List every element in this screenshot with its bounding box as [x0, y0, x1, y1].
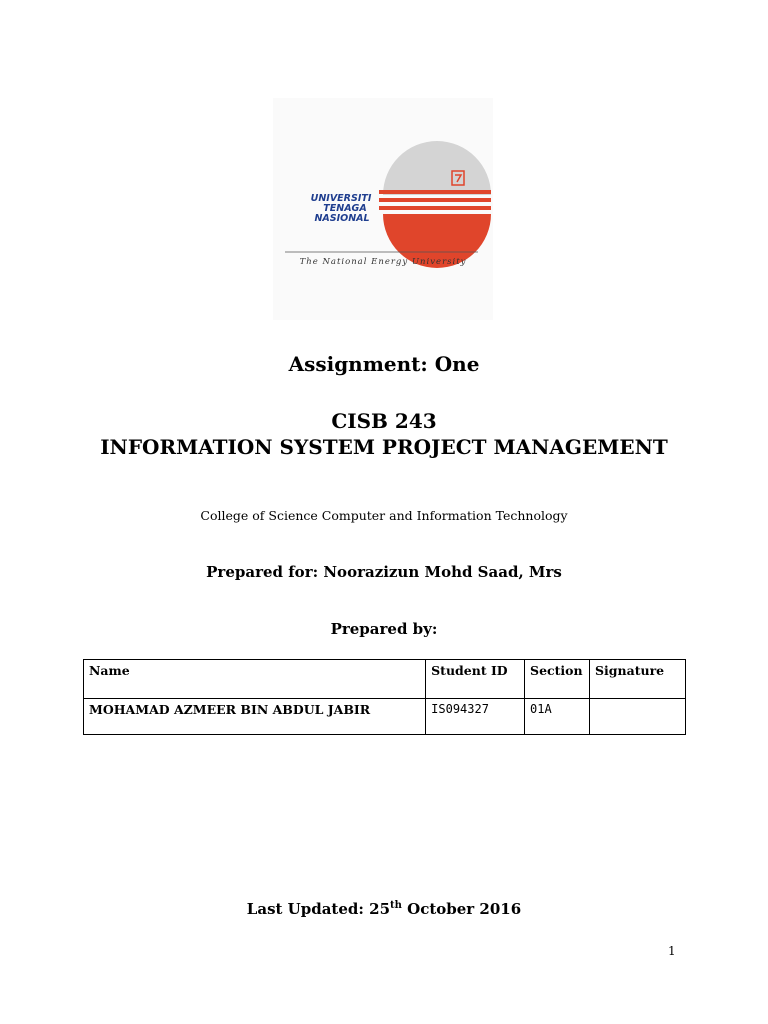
course-name: INFORMATION SYSTEM PROJECT MANAGEMENT [100, 435, 668, 459]
logo-circle-top [383, 141, 491, 195]
course-code: CISB 243 [331, 409, 437, 433]
logo-text-line2: TENAGA [323, 203, 367, 214]
logo-stripe [379, 206, 491, 210]
logo-stripe [379, 198, 491, 202]
logo-stripe [379, 190, 491, 194]
cell-student-id: IS094327 [426, 699, 525, 735]
university-logo-graphic [273, 98, 493, 320]
logo-text-line1: UNIVERSITI [310, 193, 372, 204]
table-header-row [84, 660, 686, 699]
cell-section: 01A [525, 699, 590, 735]
table-row [84, 699, 686, 735]
last-updated [0, 900, 768, 918]
prepared-for: Prepared for: Noorazizun Mohd Saad, Mrs [206, 563, 562, 581]
last-updated-rest: October 2016 [401, 900, 522, 918]
cell-signature [590, 699, 686, 735]
header-name: Name [84, 660, 426, 699]
student-table [83, 659, 686, 735]
cell-name: MOHAMAD AZMEER BIN ABDUL JABIR [84, 699, 426, 735]
university-logo [273, 98, 493, 320]
logo-tagline: The National Energy University [299, 257, 467, 267]
college-name: College of Science Computer and Information Technology [200, 508, 568, 523]
logo-text-line3: NASIONAL [314, 213, 370, 224]
header-student-id: Student ID [426, 660, 525, 699]
prepared-by-heading: Prepared by: [330, 620, 438, 638]
page-number: 1 [668, 944, 676, 958]
assignment-title: Assignment: One [288, 352, 480, 376]
last-updated-prefix: Last Updated: 25 [246, 900, 391, 918]
header-signature: Signature [590, 660, 686, 699]
header-section: Section [525, 660, 590, 699]
last-updated-ordinal: th [390, 900, 402, 911]
